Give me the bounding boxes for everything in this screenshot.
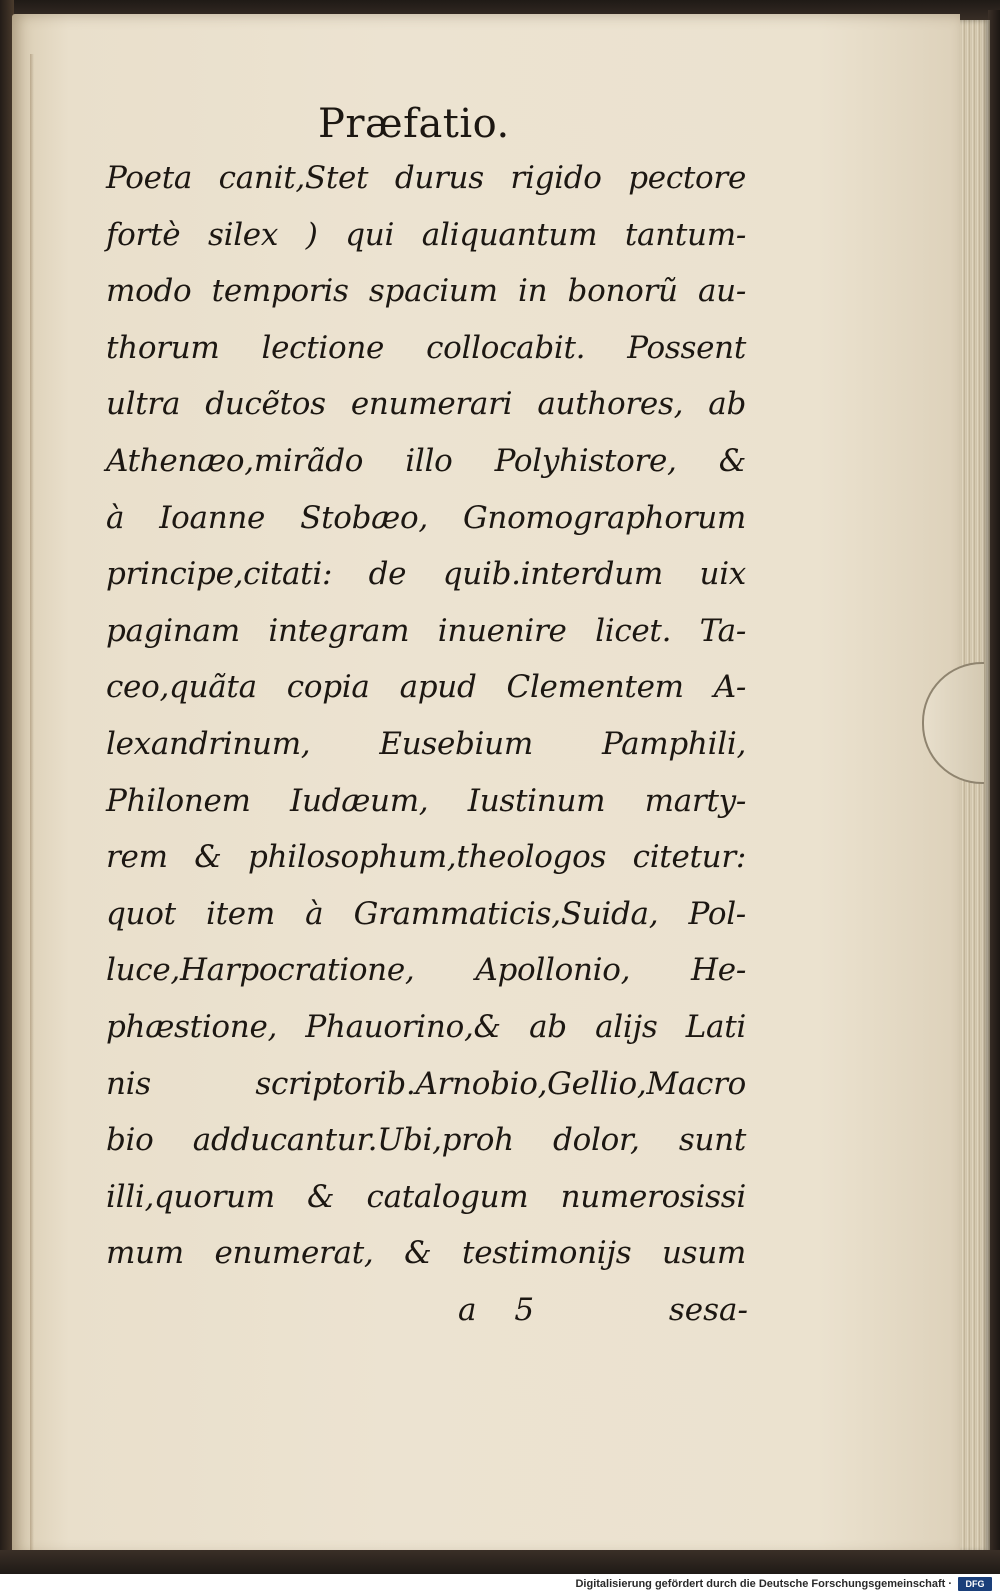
text-line: nis scriptorib.Arnobio,Gellio,Macro [106, 1065, 746, 1102]
page-fore-edge [956, 20, 990, 1552]
text-line: illi,quorum & catalogum numerosissi [106, 1178, 746, 1215]
book-bottom-edge [0, 1550, 1000, 1574]
text-line: bio adducantur.Ubi,proh dolor, sunt [106, 1122, 746, 1159]
text-line: phæstione, Phauorino,& ab alijs Lati [106, 1008, 746, 1045]
text-line: Philonem Iudæum, Iustinum marty- [106, 782, 746, 819]
body-text [106, 150, 746, 1282]
catchword: sesa- [668, 1292, 748, 1328]
text-line: quot item à Grammaticis,Suida, Pol- [106, 895, 746, 932]
text-line: luce,Harpocratione, Apollonio, He- [106, 952, 746, 989]
funding-credit: Digitalisierung gefördert durch die Deutsche Forschungsgemeinschaft · [575, 1578, 952, 1590]
text-line: rem & philosophum,theologos citetur: [106, 839, 746, 876]
page-foot-line [458, 1282, 748, 1338]
text-line: modo temporis spacium in bonorũ au- [106, 273, 746, 310]
page-header: Præfatio. [318, 101, 510, 147]
text-line: Poeta canit,Stet durus rigido pectore [106, 160, 746, 196]
text-line: mum enumerat, & testimonijs usum [106, 1235, 746, 1272]
text-line: thorum lectione collocabit. Possent [106, 329, 746, 366]
text-line: Athenæo,mirãdo illo Polyhistore, & [106, 442, 746, 479]
dfg-logo: DFG [958, 1577, 992, 1591]
page-gutter-shadow [30, 54, 34, 1554]
text-line: principe,citati: de quib.interdum uix [106, 556, 746, 593]
text-line: paginam integram inuenire licet. Ta- [106, 612, 746, 649]
signature-mark: a 5 [458, 1292, 535, 1328]
text-line: à Ioanne Stobæo, Gnomographorum [106, 499, 746, 536]
text-line: ceo,quãta copia apud Clementem A- [106, 669, 746, 706]
text-line: lexandrinum, Eusebium Pamphili, [106, 725, 746, 762]
text-line: fortè silex ) qui aliquantum tantum- [106, 216, 746, 253]
digitization-footer [0, 1574, 1000, 1594]
text-line: ultra ducẽtos enumerari authores, ab [106, 386, 746, 423]
